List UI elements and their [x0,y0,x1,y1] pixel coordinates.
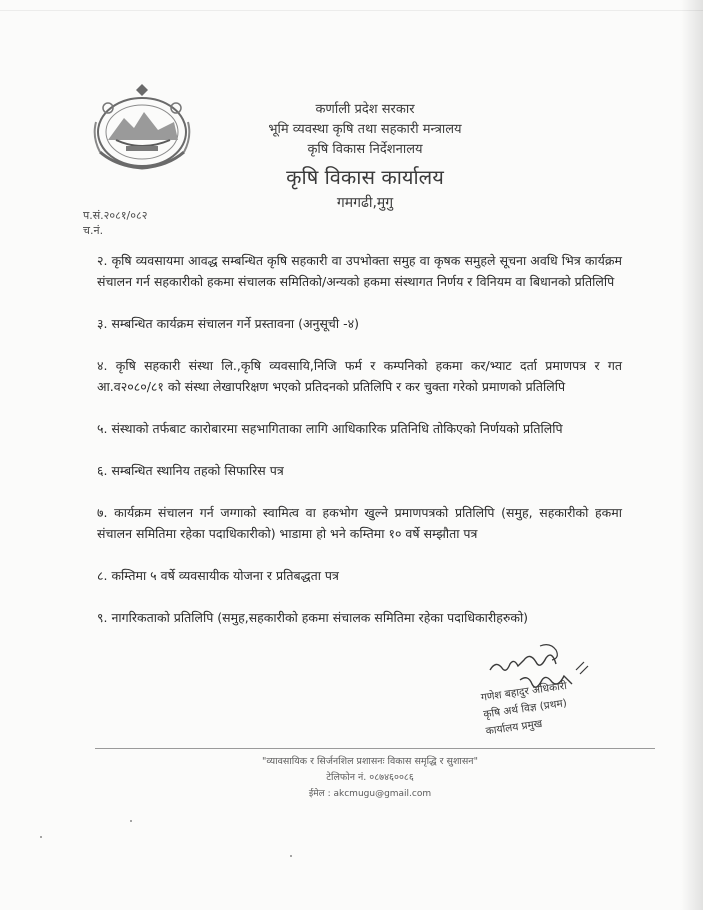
letterhead [200,100,530,214]
list-item: ५. संस्थाको तर्फबाट कारोबारमा सहभागिताका लागि आधिकारिक प्रतिनिधि तोकिएको निर्णयको प्रतिलिपि [97,421,563,436]
page-top-edge [0,10,703,11]
footer [240,754,500,802]
list-item: ८. कम्तिमा ५ वर्षे व्यवसायीक योजना र प्रतिबद्धता पत्र [97,568,339,583]
list-item: ३. सम्बन्धित कार्यक्रम संचालन गर्ने प्रस्तावना (अनुसूची -४) [97,316,359,331]
footer-email: ईमेल : akcmugu@gmail.com [308,789,432,799]
footer-slogan: "व्यावसायिक र सिर्जनशिल प्रशासनः विकास समृद्धि र सुशासन" [262,756,478,767]
footer-phone: टेलिफोन नं. ०८७४६००८६ [326,772,414,783]
document-item-list [97,250,622,649]
directorate-name: कृषि विकास निर्देशनालय [307,142,423,157]
scan-speck [40,836,42,838]
nepal-emblem-icon [86,82,198,174]
office-address: गमगढी,मुगु [336,195,394,211]
list-item: ७. कार्यक्रम संचालन गर्न जग्गाको स्वामित्व वा हकभोग खुल्ने प्रमाणपत्रको प्रतिलिपि (समुह, सहकारीको हकमा संचालन समितिमा रहेका पदाधिकारीको) भाडामा हो भने कम्तिमा १० वर्षे सम्झौता पत्र [97,505,622,541]
letter-reference-number: प.सं.२०८१/०८२ [83,209,148,222]
signatory-name: गणेश बहादुर अधिकारी [480,679,568,704]
dispatch-number-label: च.नं. [83,224,104,237]
signatory-role: कार्यालय प्रमुख [485,717,544,738]
list-item: ६. सम्बन्धित स्थानिय तहको सिफारिस पत्र [97,463,284,478]
page-edge-shadow [681,0,703,910]
scan-speck [130,820,132,822]
signatory-designation: कृषि अर्थ विज्ञ (प्रथम) [482,697,568,721]
scan-speck [290,855,292,857]
ministry-name: भूमि व्यवस्था कृषि तथा सहकारी मन्त्रालय [268,122,462,137]
footer-divider [95,748,655,749]
list-item: २. कृषि व्यवसायमा आवद्ध सम्बन्धित कृषि सहकारी वा उपभोक्ता समुह वा कृषक समुहले सूचना अवधि भित्र कार्यक्रम संचालन गर्न सहकारीको हकमा संचालक समितिको/अन्यको हकमा संस्थागत निर्णय र विनियम वा बिधानको प्रतिलिपि [97,253,622,289]
list-item: ४. कृषि सहकारी संस्था लि.,कृषि व्यवसायि,निजि फर्म र कम्पनिको हकमा कर/भ्याट दर्ता प्रमाणपत्र र गत आ.व२०८०/८१ को संस्था लेखापरिक्षण भएको प्रतिदनको प्रतिलिपि र कर चुक्ता गरेको प्रमाणको प्रतिलिपि [97,358,622,394]
government-name: कर्णाली प्रदेश सरकार [315,102,415,117]
office-name: कृषि विकास कार्यालय [286,165,444,189]
list-item: ९. नागरिकताको प्रतिलिपि (समुह,सहकारीको हकमा संचालक समितिमा रहेका पदाधिकारीहरुको) [97,610,529,625]
